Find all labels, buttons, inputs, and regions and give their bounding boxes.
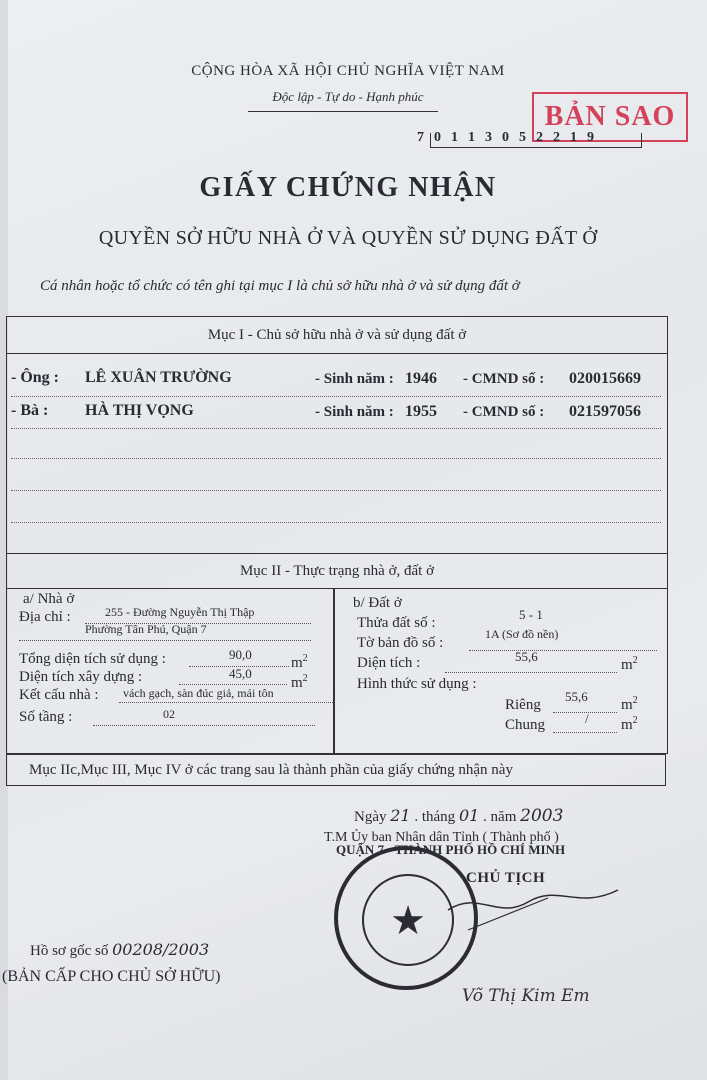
date-year: 2003 bbox=[520, 806, 564, 826]
owner-1-birth: 1946 bbox=[405, 370, 437, 387]
certificate-page bbox=[2, 0, 707, 1080]
serial-digit: 2 bbox=[536, 130, 543, 145]
total-area-value: 90,0 bbox=[229, 647, 252, 662]
floors-label: Số tầng : bbox=[19, 709, 73, 725]
dotted-line bbox=[19, 639, 311, 641]
serial-digit: 1 bbox=[570, 130, 577, 145]
copy-stamp: BẢN SAO bbox=[532, 92, 688, 142]
unit-m: m bbox=[291, 675, 303, 691]
document-subtitle: QUYỀN SỞ HỮU NHÀ Ở VÀ QUYỀN SỬ DỤNG ĐẤT Ở bbox=[98, 227, 598, 249]
built-area-label: Diện tích xây dựng : bbox=[19, 669, 143, 685]
dotted-line bbox=[469, 649, 657, 651]
built-area-value: 45,0 bbox=[229, 666, 252, 681]
owner-1-name: LÊ XUÂN TRƯỜNG bbox=[85, 369, 232, 386]
unit-m: m bbox=[621, 717, 633, 733]
file-number bbox=[30, 940, 209, 960]
section-owners bbox=[6, 316, 668, 554]
dotted-line bbox=[93, 724, 315, 726]
date-day: 21 bbox=[390, 806, 411, 825]
month-label: . tháng bbox=[414, 809, 456, 825]
owner-2-birth: 1955 bbox=[405, 403, 437, 420]
star-icon: ★ bbox=[362, 874, 454, 966]
authority-line-1: T.M Ủy ban Nhân dân Tỉnh ( Thành phố ) bbox=[324, 830, 559, 845]
serial-number bbox=[412, 130, 599, 146]
serial-digit: 3 bbox=[485, 130, 492, 145]
owner-1-id-label: - CMND số : bbox=[463, 371, 545, 387]
authority-line-2: QUẬN 7 - THÀNH PHỐ HỒ CHÍ MINH bbox=[336, 842, 566, 857]
signature-mark bbox=[438, 880, 638, 940]
serial-digit: 0 bbox=[434, 130, 441, 145]
address-label: Địa chỉ : bbox=[19, 609, 71, 625]
dotted-line bbox=[11, 489, 661, 491]
shared-label: Chung bbox=[505, 717, 546, 733]
owner-1-id: 020015669 bbox=[569, 370, 641, 387]
parcel-value: 5 - 1 bbox=[519, 607, 543, 622]
date-prefix: Ngày bbox=[354, 809, 387, 825]
land-area-value: 55,6 bbox=[515, 649, 538, 664]
total-area-unit: $m^2$ bbox=[291, 653, 308, 671]
unit-m: m bbox=[291, 655, 303, 671]
built-area-unit: $m^2$ bbox=[291, 673, 308, 691]
dotted-line bbox=[11, 427, 661, 429]
intro-text: Cá nhân hoặc tổ chức có tên ghi tại mục I là chủ sở hữu nhà ở và sử dụng đất ở bbox=[40, 278, 520, 294]
dotted-line bbox=[445, 671, 617, 673]
map-value: 1A (Sơ đồ nền) bbox=[485, 627, 559, 641]
land-area-label: Diện tích : bbox=[357, 655, 421, 671]
serial-digit: 5 bbox=[519, 130, 526, 145]
dotted-line bbox=[553, 731, 617, 733]
signer-role: CHỦ TỊCH bbox=[466, 870, 546, 886]
dotted-line bbox=[119, 701, 333, 703]
owner-1-birth-label: - Sinh năm : bbox=[315, 371, 394, 387]
year-label: . năm bbox=[483, 809, 517, 825]
owner-2-id: 021597056 bbox=[569, 403, 641, 420]
shared-value: / bbox=[585, 711, 589, 726]
section-continuation-note: Mục IIc,Mục III, Mục IV ở các trang sau là thành phần của giấy chứng nhận này bbox=[6, 754, 666, 786]
owner-2-id-label: - CMND số : bbox=[463, 404, 545, 420]
signer-name: Võ Thị Kim Em bbox=[462, 986, 590, 1006]
file-number-label: Hồ sơ gốc số bbox=[30, 943, 109, 959]
national-title: CỘNG HÒA XÃ HỘI CHỦ NGHĨA VIỆT NAM bbox=[191, 63, 505, 79]
motto-underline bbox=[248, 111, 438, 112]
serial-digit: 0 bbox=[502, 130, 509, 145]
serial-digit: 1 bbox=[468, 130, 475, 145]
issue-date bbox=[354, 806, 563, 826]
section-status-heading: Mục II - Thực trạng nhà ở, đất ở bbox=[6, 553, 668, 589]
owner-2-birth-label: - Sinh năm : bbox=[315, 404, 394, 420]
owner-2-title: - Bà : bbox=[11, 402, 49, 419]
parcel-label: Thửa đất số : bbox=[357, 615, 436, 631]
owner-1-title: - Ông : bbox=[11, 369, 59, 386]
land-label: b/ Đất ở bbox=[353, 595, 402, 611]
section-owners-heading: Mục I - Chủ sở hữu nhà ở và sử dụng đất ở bbox=[7, 317, 667, 354]
house-label: a/ Nhà ở bbox=[23, 591, 75, 607]
serial-digit: 1 bbox=[451, 130, 458, 145]
document-title: GIẤY CHỨNG NHẬN bbox=[199, 172, 497, 203]
address-line-1: 255 - Đường Nguyễn Thị Thập bbox=[105, 605, 255, 619]
serial-digit: 9 bbox=[587, 130, 594, 145]
address-line-2: Phường Tân Phú, Quận 7 bbox=[85, 622, 207, 636]
unit-m: m bbox=[621, 657, 633, 673]
land-area-unit: $m^2$ bbox=[621, 655, 638, 673]
map-label: Tờ bản đồ số : bbox=[357, 635, 444, 651]
structure-label: Kết cấu nhà : bbox=[19, 687, 99, 703]
dotted-line bbox=[11, 521, 661, 523]
structure-value: vách gạch, sàn đúc giả, mái tôn bbox=[123, 686, 274, 700]
dotted-line bbox=[179, 683, 287, 685]
private-unit: $m^2$ bbox=[621, 695, 638, 713]
use-form-label: Hình thức sử dụng : bbox=[357, 676, 477, 692]
owner-2-name: HÀ THỊ VỌNG bbox=[85, 402, 194, 419]
floors-value: 02 bbox=[163, 707, 175, 721]
private-label: Riêng bbox=[505, 697, 541, 713]
section-status bbox=[6, 588, 668, 754]
serial-digit: 7 bbox=[417, 130, 424, 145]
private-value: 55,6 bbox=[565, 689, 588, 704]
date-month: 01 bbox=[458, 806, 480, 825]
serial-boxes bbox=[430, 133, 642, 148]
shared-unit: $m^2$ bbox=[621, 715, 638, 733]
file-number-value: 00208/2003 bbox=[112, 940, 210, 959]
owner-copy-note: (BẢN CẤP CHO CHỦ SỞ HỮU) bbox=[2, 968, 221, 985]
dotted-line bbox=[11, 457, 661, 459]
column-divider bbox=[333, 589, 335, 753]
dotted-line bbox=[85, 622, 311, 624]
serial-digit: 2 bbox=[553, 130, 560, 145]
national-motto: Độc lập - Tự do - Hạnh phúc bbox=[272, 89, 424, 104]
unit-m: m bbox=[621, 697, 633, 713]
dotted-line bbox=[11, 395, 661, 397]
total-area-label: Tổng diện tích sử dụng : bbox=[19, 651, 166, 667]
